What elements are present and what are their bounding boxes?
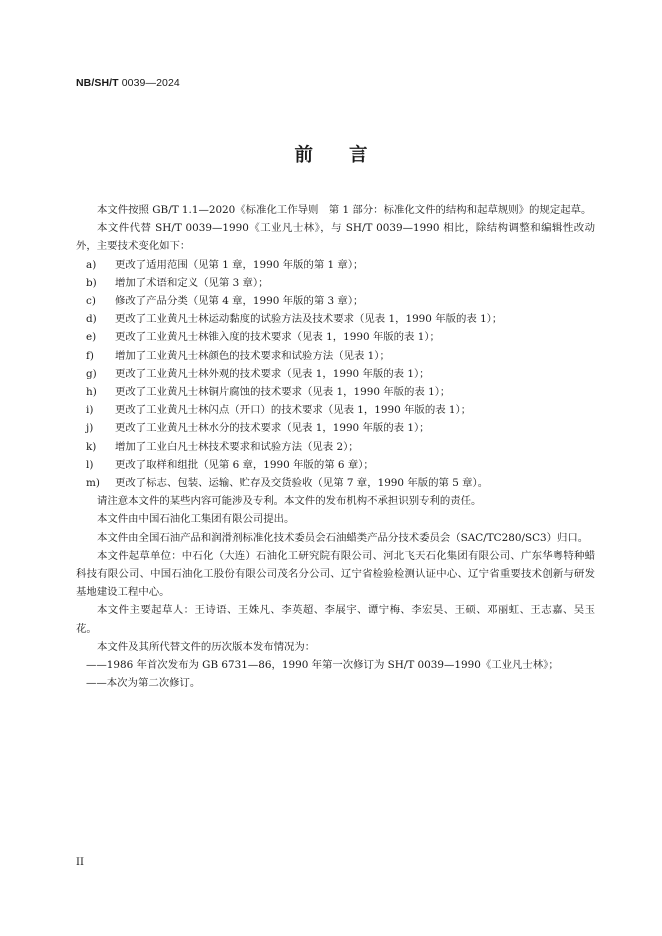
foreword-body	[76, 201, 595, 692]
list-item-text: 更改了工业黄凡士林运动黏度的试验方法及技术要求（见表 1，1990 年版的表 1）；	[115, 313, 503, 326]
list-item	[76, 292, 595, 310]
list-item-label: m)	[86, 477, 100, 490]
list-item-label: g)	[86, 367, 97, 380]
list-item-text: 更改了工业黄凡士林闪点（开口）的技术要求（见表 1，1990 年版的表 1）；	[115, 404, 472, 417]
paragraph-technical-committee: 本文件由全国石油产品和润滑剂标准化技术委员会石油蜡类产品分技术委员会（SAC/TC280/SC3）归口。	[97, 531, 589, 544]
list-item	[76, 474, 595, 492]
document-code-prefix: NB/SH/T	[76, 77, 119, 89]
list-item-label: a)	[86, 258, 97, 271]
list-item	[76, 401, 595, 419]
list-item-text: 更改了工业黄凡士林锥入度的技术要求（见表 1，1990 年版的表 1）；	[115, 331, 440, 344]
history-item: ——本次为第二次修订。	[86, 677, 201, 690]
list-item	[76, 438, 595, 456]
paragraph-proposer: 本文件由中国石油化工集团有限公司提出。	[97, 513, 295, 526]
history-item: ——1986 年首次发布为 GB 6731—86，1990 年第一次修订为 SH/T 0039—1990《工业凡士林》；	[86, 659, 559, 672]
list-item	[76, 328, 595, 346]
list-item-text: 更改了工业黄凡士林外观的技术要求（见表 1，1990 年版的表 1）；	[115, 367, 430, 380]
document-code-number: 0039—2024	[121, 77, 180, 89]
list-item-text: 更改了工业黄凡士林水分的技术要求（见表 1，1990 年版的表 1）；	[115, 422, 430, 435]
list-item-label: k)	[86, 440, 97, 453]
technical-changes-list	[76, 256, 595, 493]
list-item-text: 更改了标志、包装、运输、贮存及交货验收（见第 7 章，1990 年版的第 5 章）。	[115, 477, 489, 490]
list-item-label: h)	[86, 386, 97, 399]
list-item	[76, 274, 595, 292]
list-item-text: 增加了术语和定义（见第 3 章）；	[115, 276, 269, 289]
list-item	[76, 310, 595, 328]
list-item-label: l)	[86, 458, 94, 471]
list-item-label: i)	[86, 404, 94, 417]
page-number: II	[76, 857, 84, 868]
list-item	[76, 383, 595, 401]
list-item-text: 更改了工业黄凡士林铜片腐蚀的技术要求（见表 1，1990 年版的表 1）；	[115, 386, 451, 399]
section-title: 前言	[294, 145, 404, 166]
paragraph-drafters: 本文件主要起草人：王诗语、王姝凡、李英超、李展宇、谭宁梅、李宏昊、王硕、邓丽虹、王志嘉、吴玉花。	[76, 604, 595, 635]
paragraph-drafting-basis: 本文件按照 GB/T 1.1—2020《标准化工作导则 第 1 部分：标准化文件的结构和起草规则》的规定起草。	[97, 204, 592, 216]
list-item-label: j)	[86, 422, 94, 435]
list-item	[76, 347, 595, 365]
list-item-label: b)	[86, 276, 97, 289]
list-item	[76, 256, 595, 274]
list-item	[76, 419, 595, 437]
list-item-text: 更改了取样和组批（见第 6 章，1990 年版的第 6 章）；	[115, 458, 374, 471]
list-item-label: f)	[86, 349, 94, 362]
paragraph-version-history: 本文件及其所代替文件的历次版本发布情况为：	[97, 640, 316, 653]
list-item-text: 增加了工业白凡士林技术要求和试验方法（见表 2）；	[115, 440, 359, 453]
list-item-label: c)	[86, 295, 96, 308]
list-item-label: e)	[86, 331, 97, 344]
list-item-text: 更改了适用范围（见第 1 章，1990 年版的第 1 章）；	[115, 258, 364, 271]
list-item-text: 修改了产品分类（见第 4 章，1990 年版的第 3 章）；	[115, 295, 364, 308]
list-item-text: 增加了工业黄凡士林颜色的技术要求和试验方法（见表 1）；	[115, 349, 390, 362]
paragraph-drafting-organizations: 本文件起草单位：中石化（大连）石油化工研究院有限公司、河北飞天石化集团有限公司、广东华粤特种蜡科技有限公司、中国石油化工股份有限公司茂名分公司、辽宁省检验检测认证中心、辽宁省重要技术创新与研发基地建设工程中心。	[76, 549, 595, 599]
list-item	[76, 365, 595, 383]
list-item-label: d)	[86, 313, 97, 326]
paragraph-replacement: 本文件代替 SH/T 0039—1990《工业凡士林》，与 SH/T 0039—1990 相比，除结构调整和编辑性改动外，主要技术变化如下：	[76, 222, 595, 253]
document-code	[76, 77, 180, 89]
list-item	[76, 456, 595, 474]
paragraph-patent-notice: 请注意本文件的某些内容可能涉及专利。本文件的发布机构不承担识别专利的责任。	[97, 495, 482, 508]
